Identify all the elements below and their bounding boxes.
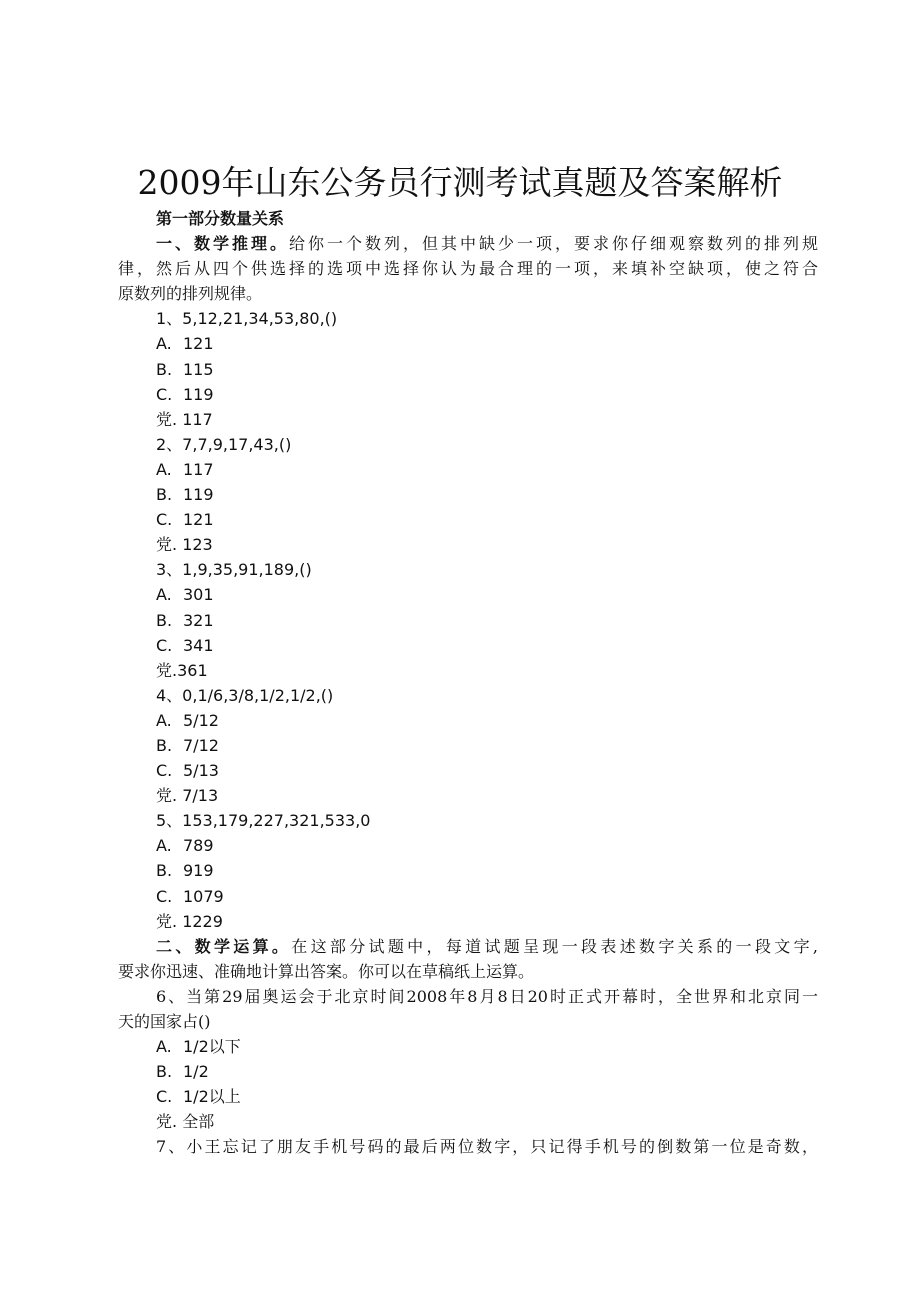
question-3-option-b (118, 608, 818, 633)
section1-heading: 一、数学推理。 (156, 234, 289, 254)
question-2-option-b (118, 482, 818, 507)
option-letter: B. (156, 359, 173, 379)
part-heading: 第一部分数量关系 (156, 209, 285, 228)
question-3-stem: 3、1,9,35,91,189,() (156, 560, 312, 580)
option-letter: C. (156, 886, 173, 906)
option-letter: A. (156, 710, 172, 730)
question-6-option-d (118, 1109, 818, 1134)
option-letter: B. (156, 485, 173, 505)
option-letter: 党. (156, 409, 178, 429)
option-text: 341 (183, 635, 214, 655)
section2-heading: 二、数学运算。 (156, 936, 292, 956)
option-letter: A. (156, 459, 172, 479)
question-1-option-d (118, 407, 818, 432)
option-letter: C. (156, 635, 173, 655)
question-4-option-c (118, 758, 818, 783)
option-text: 7/13 (182, 786, 219, 806)
option-letter: C. (156, 510, 173, 530)
option-text: 301 (183, 585, 214, 605)
question-1-stem: 1、5,12,21,34,53,80,() (156, 309, 338, 329)
option-letter: 党. (156, 786, 178, 806)
option-text: 123 (182, 535, 213, 555)
document-body (118, 206, 818, 1160)
question-1-option-a (118, 331, 818, 356)
option-text: 119 (183, 384, 214, 404)
option-text: 121 (183, 334, 214, 354)
option-text: 115 (183, 359, 214, 379)
section2-intro-line1 (118, 934, 818, 959)
option-letter: C. (156, 384, 173, 404)
option-text: 121 (183, 510, 214, 530)
option-text: 117 (183, 459, 214, 479)
question-4-option-b (118, 733, 818, 758)
question-5-option-a (118, 833, 818, 858)
option-text: 919 (183, 861, 214, 881)
option-letter: B. (156, 861, 173, 881)
question-7-stem-line1: 7、小王忘记了朋友手机号码的最后两位数字，只记得手机号的倒数第一位是奇数， (156, 1137, 818, 1157)
question-6-stem-line1: 6、当第29届奥运会于北京时间2008年8月8日20时正式开幕时，全世界和北京同一 (156, 986, 818, 1006)
option-text: 361 (177, 660, 208, 680)
document-title: 2009年山东公务员行测考试真题及答案解析 (137, 163, 783, 202)
option-letter: C. (156, 1087, 173, 1107)
option-letter: C. (156, 761, 173, 781)
option-letter: 党. (156, 660, 178, 680)
question-1-option-b (118, 357, 818, 382)
section1-intro-line3: 原数列的排列规律。 (118, 284, 263, 304)
option-text: 117 (182, 409, 213, 429)
option-text: 1/2 (183, 1062, 209, 1082)
question-5-option-c (118, 884, 818, 909)
option-letter: A. (156, 334, 172, 354)
option-text: 1079 (183, 886, 224, 906)
question-5-option-d (118, 909, 818, 934)
section1-intro-line2: 律，然后从四个供选择的选项中选择你认为最合理的一项，来填补空缺项，使之符合 (118, 259, 818, 279)
option-text: 321 (183, 610, 214, 630)
option-letter: A. (156, 836, 172, 856)
question-3-option-c (118, 633, 818, 658)
question-6-option-c (118, 1084, 818, 1109)
question-4-option-a (118, 708, 818, 733)
section2-intro-text1: 在这部分试题中，每道试题呈现一段表述数字关系的一段文字, (291, 936, 818, 956)
question-6-option-b (118, 1059, 818, 1084)
question-5-option-b (118, 858, 818, 883)
option-letter: B. (156, 735, 173, 755)
option-letter: 党. (156, 911, 178, 931)
question-2-option-d (118, 532, 818, 557)
question-6-stem-line2: 天的国家占() (118, 1012, 211, 1031)
option-letter: A. (156, 1037, 172, 1057)
question-4-stem: 4、0,1/6,3/8,1/2,1/2,() (156, 685, 334, 705)
option-letter: 党. (156, 535, 178, 555)
option-text: 7/12 (183, 735, 219, 755)
question-2-option-a (118, 457, 818, 482)
section1-intro-text1: 给你一个数列，但其中缺少一项，要求你仔细观察数列的排列规 (289, 234, 818, 254)
option-letter: B. (156, 1062, 173, 1082)
option-letter: B. (156, 610, 173, 630)
option-text: 1/2以下 (183, 1037, 241, 1057)
question-6-option-a (118, 1034, 818, 1059)
option-letter: 党. (156, 1112, 178, 1132)
question-2-stem: 2、7,7,9,17,43,() (156, 434, 292, 454)
option-text: 119 (183, 485, 214, 505)
option-letter: A. (156, 585, 172, 605)
option-text: 全部 (182, 1112, 215, 1132)
option-text: 5/12 (183, 710, 219, 730)
option-text: 1/2以上 (183, 1087, 241, 1107)
option-text: 1229 (182, 911, 223, 931)
section2-intro-line2: 要求你迅速、准确地计算出答案。你可以在草稿纸上运算。 (118, 961, 535, 981)
question-3-option-a (118, 582, 818, 607)
question-4-option-d (118, 783, 818, 808)
question-5-stem: 5、153,179,227,321,533,0 (156, 811, 371, 831)
option-text: 789 (183, 836, 214, 856)
option-text: 5/13 (183, 761, 219, 781)
question-2-option-c (118, 507, 818, 532)
section1-intro-line1 (118, 231, 818, 256)
question-1-option-c (118, 382, 818, 407)
question-3-option-d (118, 658, 818, 683)
